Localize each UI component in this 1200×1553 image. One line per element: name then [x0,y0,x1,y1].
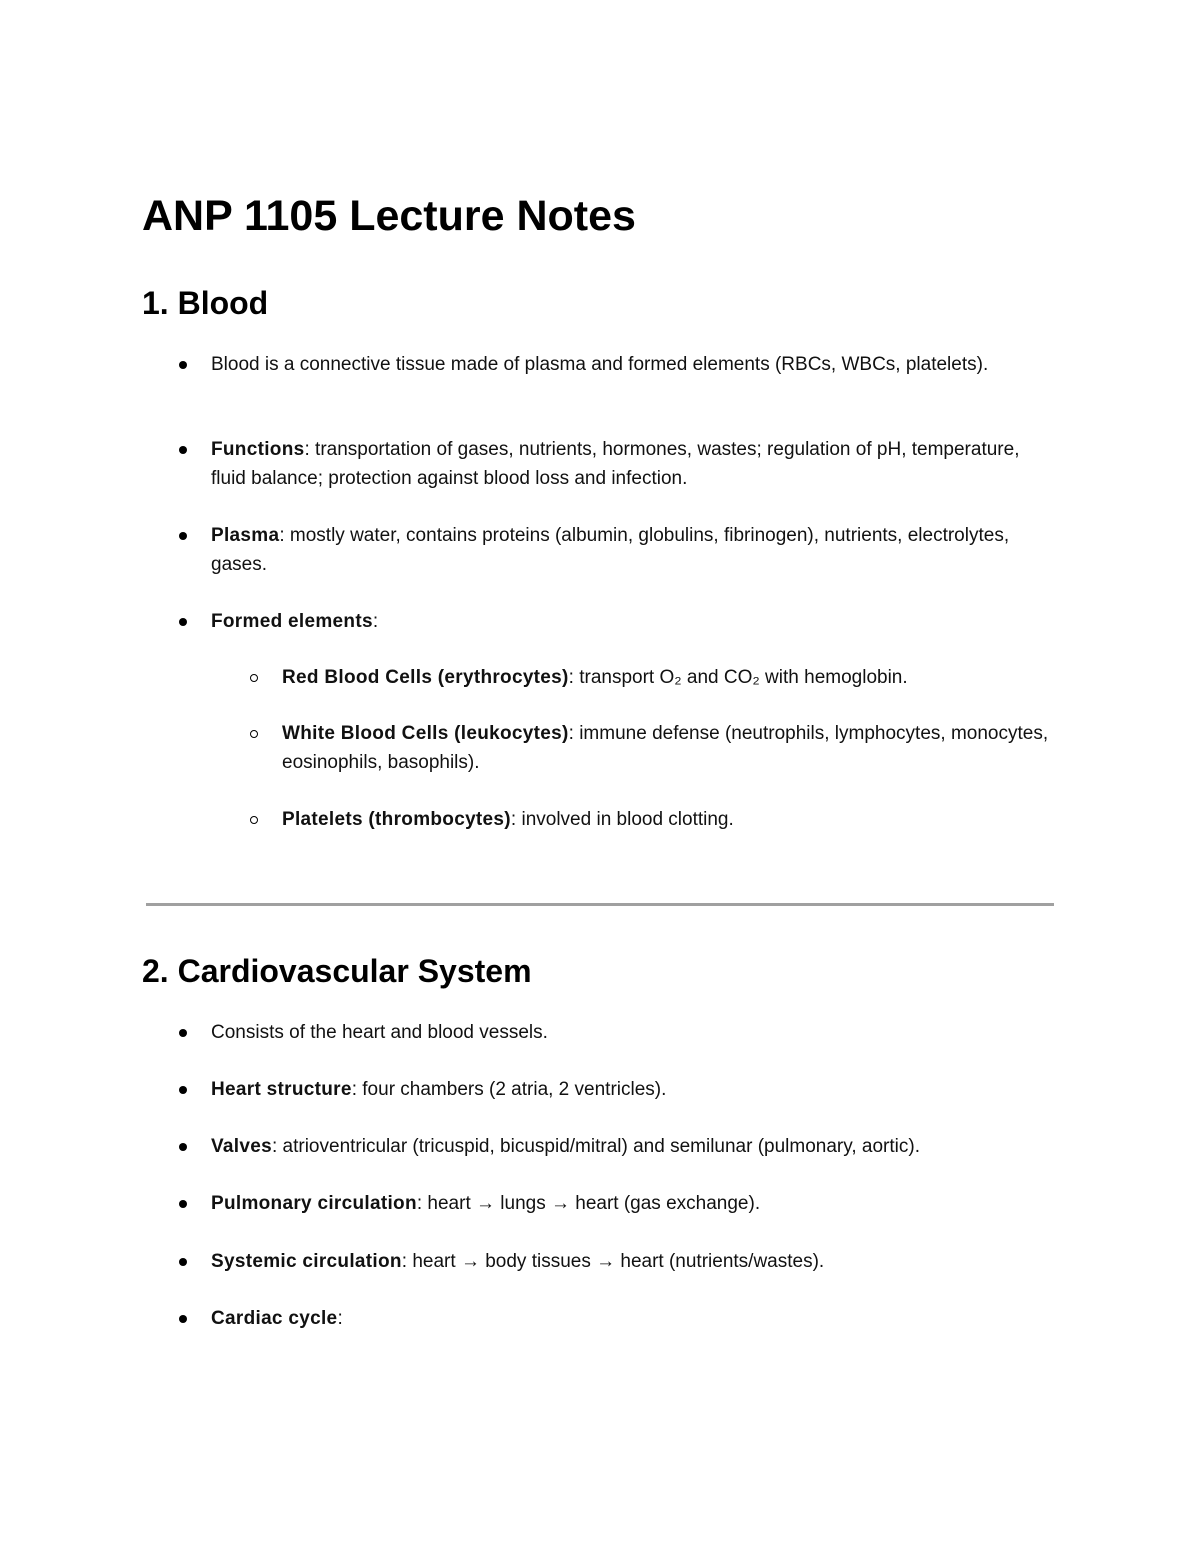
section-heading-blood: 1. Blood [142,285,269,321]
hollow-bullet-icon [250,816,258,824]
list-item-term: Red Blood Cells (erythrocytes) [282,667,569,688]
list-item [211,1075,1051,1104]
list-item [211,521,1051,579]
list-item-term: White Blood Cells (leukocytes) [282,723,569,744]
list-item-text: : mostly water, contains proteins (albumin, globulins, fibrinogen), nutrients, electrolytes, gases. [211,525,1010,575]
list-item [211,607,1051,636]
list-item-text: : transportation of gases, nutrients, hormones, wastes; regulation of pH, temperature, fluid balance; protection against blood loss and infection. [211,439,1020,489]
bullet-icon [179,1315,187,1323]
list-item-term: Formed elements [211,611,373,632]
list-item-term: Heart structure [211,1079,352,1100]
list-item-text: : [372,611,379,632]
list-item-term: Cardiac cycle [211,1308,338,1329]
bullet-icon [179,361,187,369]
list-item [211,1132,1051,1161]
list-item-text: Blood is a connective tissue made of plasma and formed elements (RBCs, WBCs, platelets). [211,354,989,375]
list-item-term: Pulmonary circulation [211,1193,417,1214]
list-item [211,1189,1051,1218]
bullet-icon [179,532,187,540]
bullet-icon [179,1258,187,1266]
list-item-term: Systemic circulation [211,1251,402,1272]
list-item-text: : four chambers (2 atria, 2 ventricles). [351,1079,667,1100]
list-item [211,350,1051,379]
list-item-text: Consists of the heart and blood vessels. [211,1022,548,1043]
sub-list-item [282,719,1052,777]
list-item [211,1018,1051,1047]
list-item-term: Functions [211,439,305,460]
hollow-bullet-icon [250,730,258,738]
list-item-text: : immune defense (neutrophils, lymphocytes, monocytes, eosinophils, basophils). [282,723,1049,773]
bullet-icon [179,1029,187,1037]
list-item-term: Plasma [211,525,280,546]
list-item-text: : [337,1308,343,1329]
list-item-text: : heart → body tissues → heart (nutrients/wastes). [401,1251,825,1272]
document-title: ANP 1105 Lecture Notes [142,192,636,240]
list-item [211,1247,1051,1276]
list-item-text: : heart → lungs → heart (gas exchange). [416,1193,761,1214]
bullet-icon [179,618,187,626]
bullet-icon [179,1086,187,1094]
bullet-icon [179,1200,187,1208]
list-item [211,1304,1051,1333]
list-item-text: : atrioventricular (tricuspid, bicuspid/mitral) and semilunar (pulmonary, aortic). [271,1136,920,1157]
horizontal-divider [146,903,1054,906]
list-item-text: : involved in blood clotting. [510,809,734,830]
sub-list-item [282,663,1052,692]
bullet-icon [179,446,187,454]
bullet-icon [179,1143,187,1151]
list-item-text: : transport O₂ and CO₂ with hemoglobin. [568,667,908,688]
list-item-term: Valves [211,1136,272,1157]
sub-list-item [282,805,1052,834]
list-item-term: Platelets (thrombocytes) [282,809,511,830]
list-item [211,435,1051,493]
section-heading-cardiovascular: 2. Cardiovascular System [142,953,532,989]
hollow-bullet-icon [250,674,258,682]
